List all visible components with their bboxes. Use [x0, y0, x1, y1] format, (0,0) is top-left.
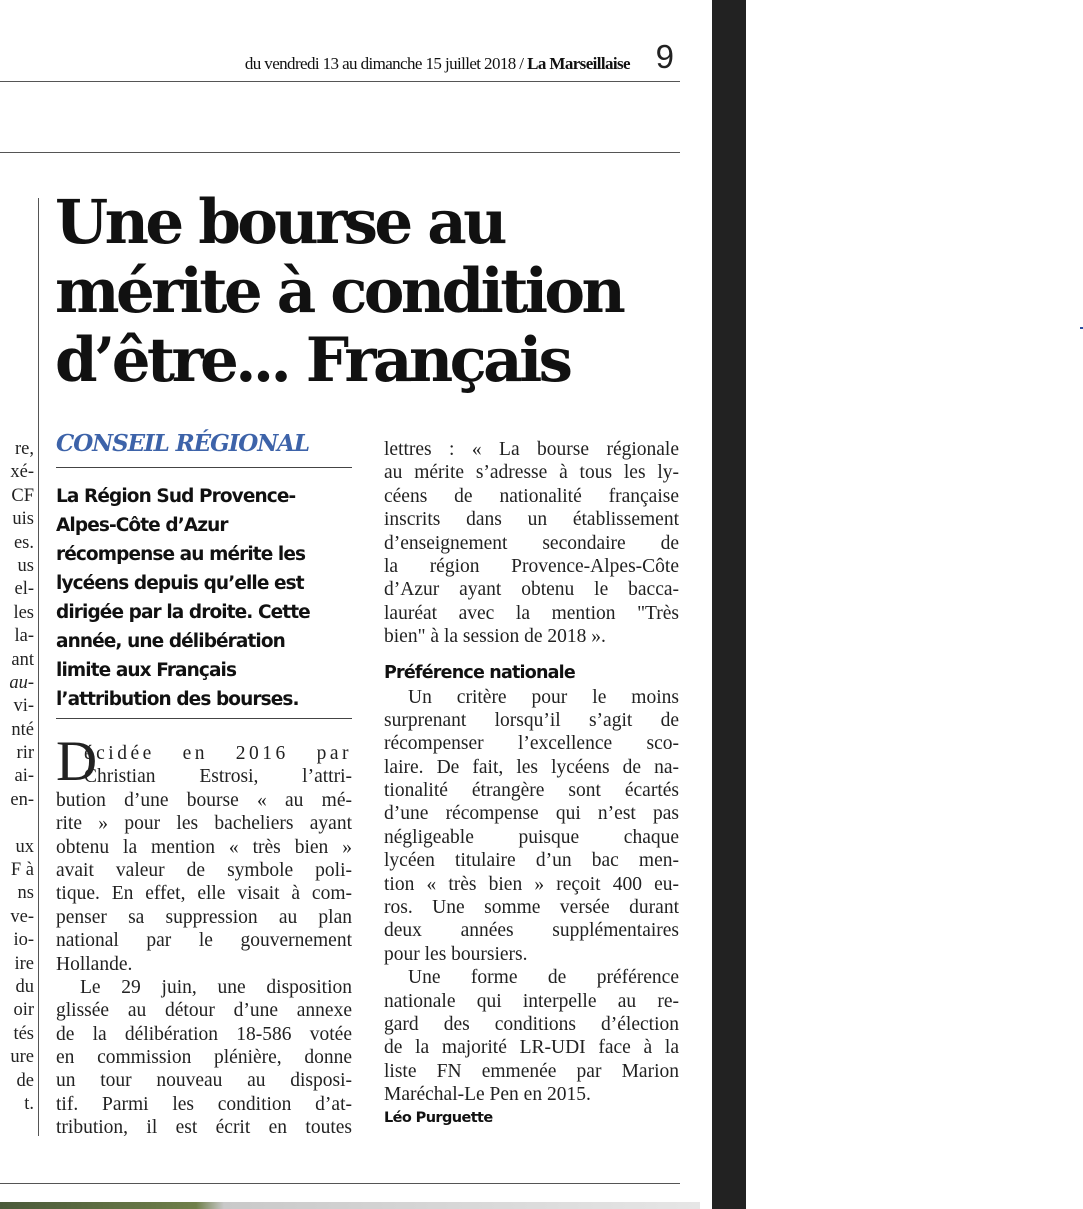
- header-rule: [0, 81, 680, 82]
- kicker-rule: [56, 467, 352, 468]
- newspaper-name: La Marseillaise: [527, 54, 630, 73]
- photo-strip: [0, 1202, 700, 1209]
- dateline: du vendredi 13 au dimanche 15 juillet 2018 / La Marseillaise: [244, 54, 630, 73]
- article-standfirst: La Région Sud Provence- Alpes-Côte d’Azur récompense au mérite les lycéens depuis qu’elle est dirigée par la droite. Cette année, une délibération limite aux Français l’attribution des bourses.: [56, 486, 310, 710]
- footer-rule: [0, 1183, 680, 1184]
- body-column-2: lettres : « La bourse régionale au mérite s’adresse à tous les ly- céens de nationalité française inscrits dans un établissement d’enseignement secondaire de la région Provence-Alpes-Côte d’Azur ayant obtenu le bacca- lauréat avec la mention "Très bien" à la session de 2018 ». Préférence nationale Un critère pour le moins surprenant lorsqu’il s’agit de récompenser l’excellence sco- laire. De fait, les lycéens de na- tionalité étrangère sont écartés d’une récompense qui n’est pas négligeable puisque chaque lycéen titulaire d’un bac men- tion « très bien » reçoit 400 eu- ros. Une somme versée durant deux années supplémentaires pour les boursiers. Une forme de préférence nationale qui interpelle au re- gard des conditions d’élection de la majorité LR-UDI face à la liste FN emmenée par Marion Maréchal-Le Pen en 2015. Léo Purguette: [384, 438, 679, 1131]
- previous-article-fragments: re, xé- CF uis es. us el- les la- ant au- vi- nté rir ai- en- ux F à ns ve- io- ire du oir tés ure de t.: [9, 439, 34, 1114]
- body-column-1: D écidée en 2016 par Christian Estrosi, l’attri- bution d’une bourse « au mé- rite » pour les bacheliers ayant obtenu la mention « très bien » avait valeur de symbole poli- tique. En effet, elle visait à com- penser sa suppression au plan national par le gouvernement Hollande. Le 29 juin, une disposition glissée au détour d’une annexe de la délibération 18-586 votée en commission plénière, donne un tour nouveau au disposi- tif. Parmi les condition d’at- tribution, il est écrit en toutes: [56, 730, 352, 1139]
- standfirst-rule: [56, 718, 352, 719]
- column-divider: [38, 198, 39, 1136]
- section-rule: [0, 152, 680, 153]
- page-header: [0, 38, 680, 78]
- author-byline: Léo Purguette: [384, 1109, 493, 1126]
- viewer-background: [746, 0, 1083, 1209]
- section-kicker: CONSEIL RÉGIONAL: [56, 430, 309, 457]
- page-number: 9: [655, 38, 674, 75]
- subheading: Préférence nationale: [384, 662, 575, 683]
- drop-cap: D: [56, 730, 98, 793]
- article-headline: Une bourse au mérite à condition d’être... Français: [55, 187, 623, 396]
- viewer-border: [712, 0, 746, 1209]
